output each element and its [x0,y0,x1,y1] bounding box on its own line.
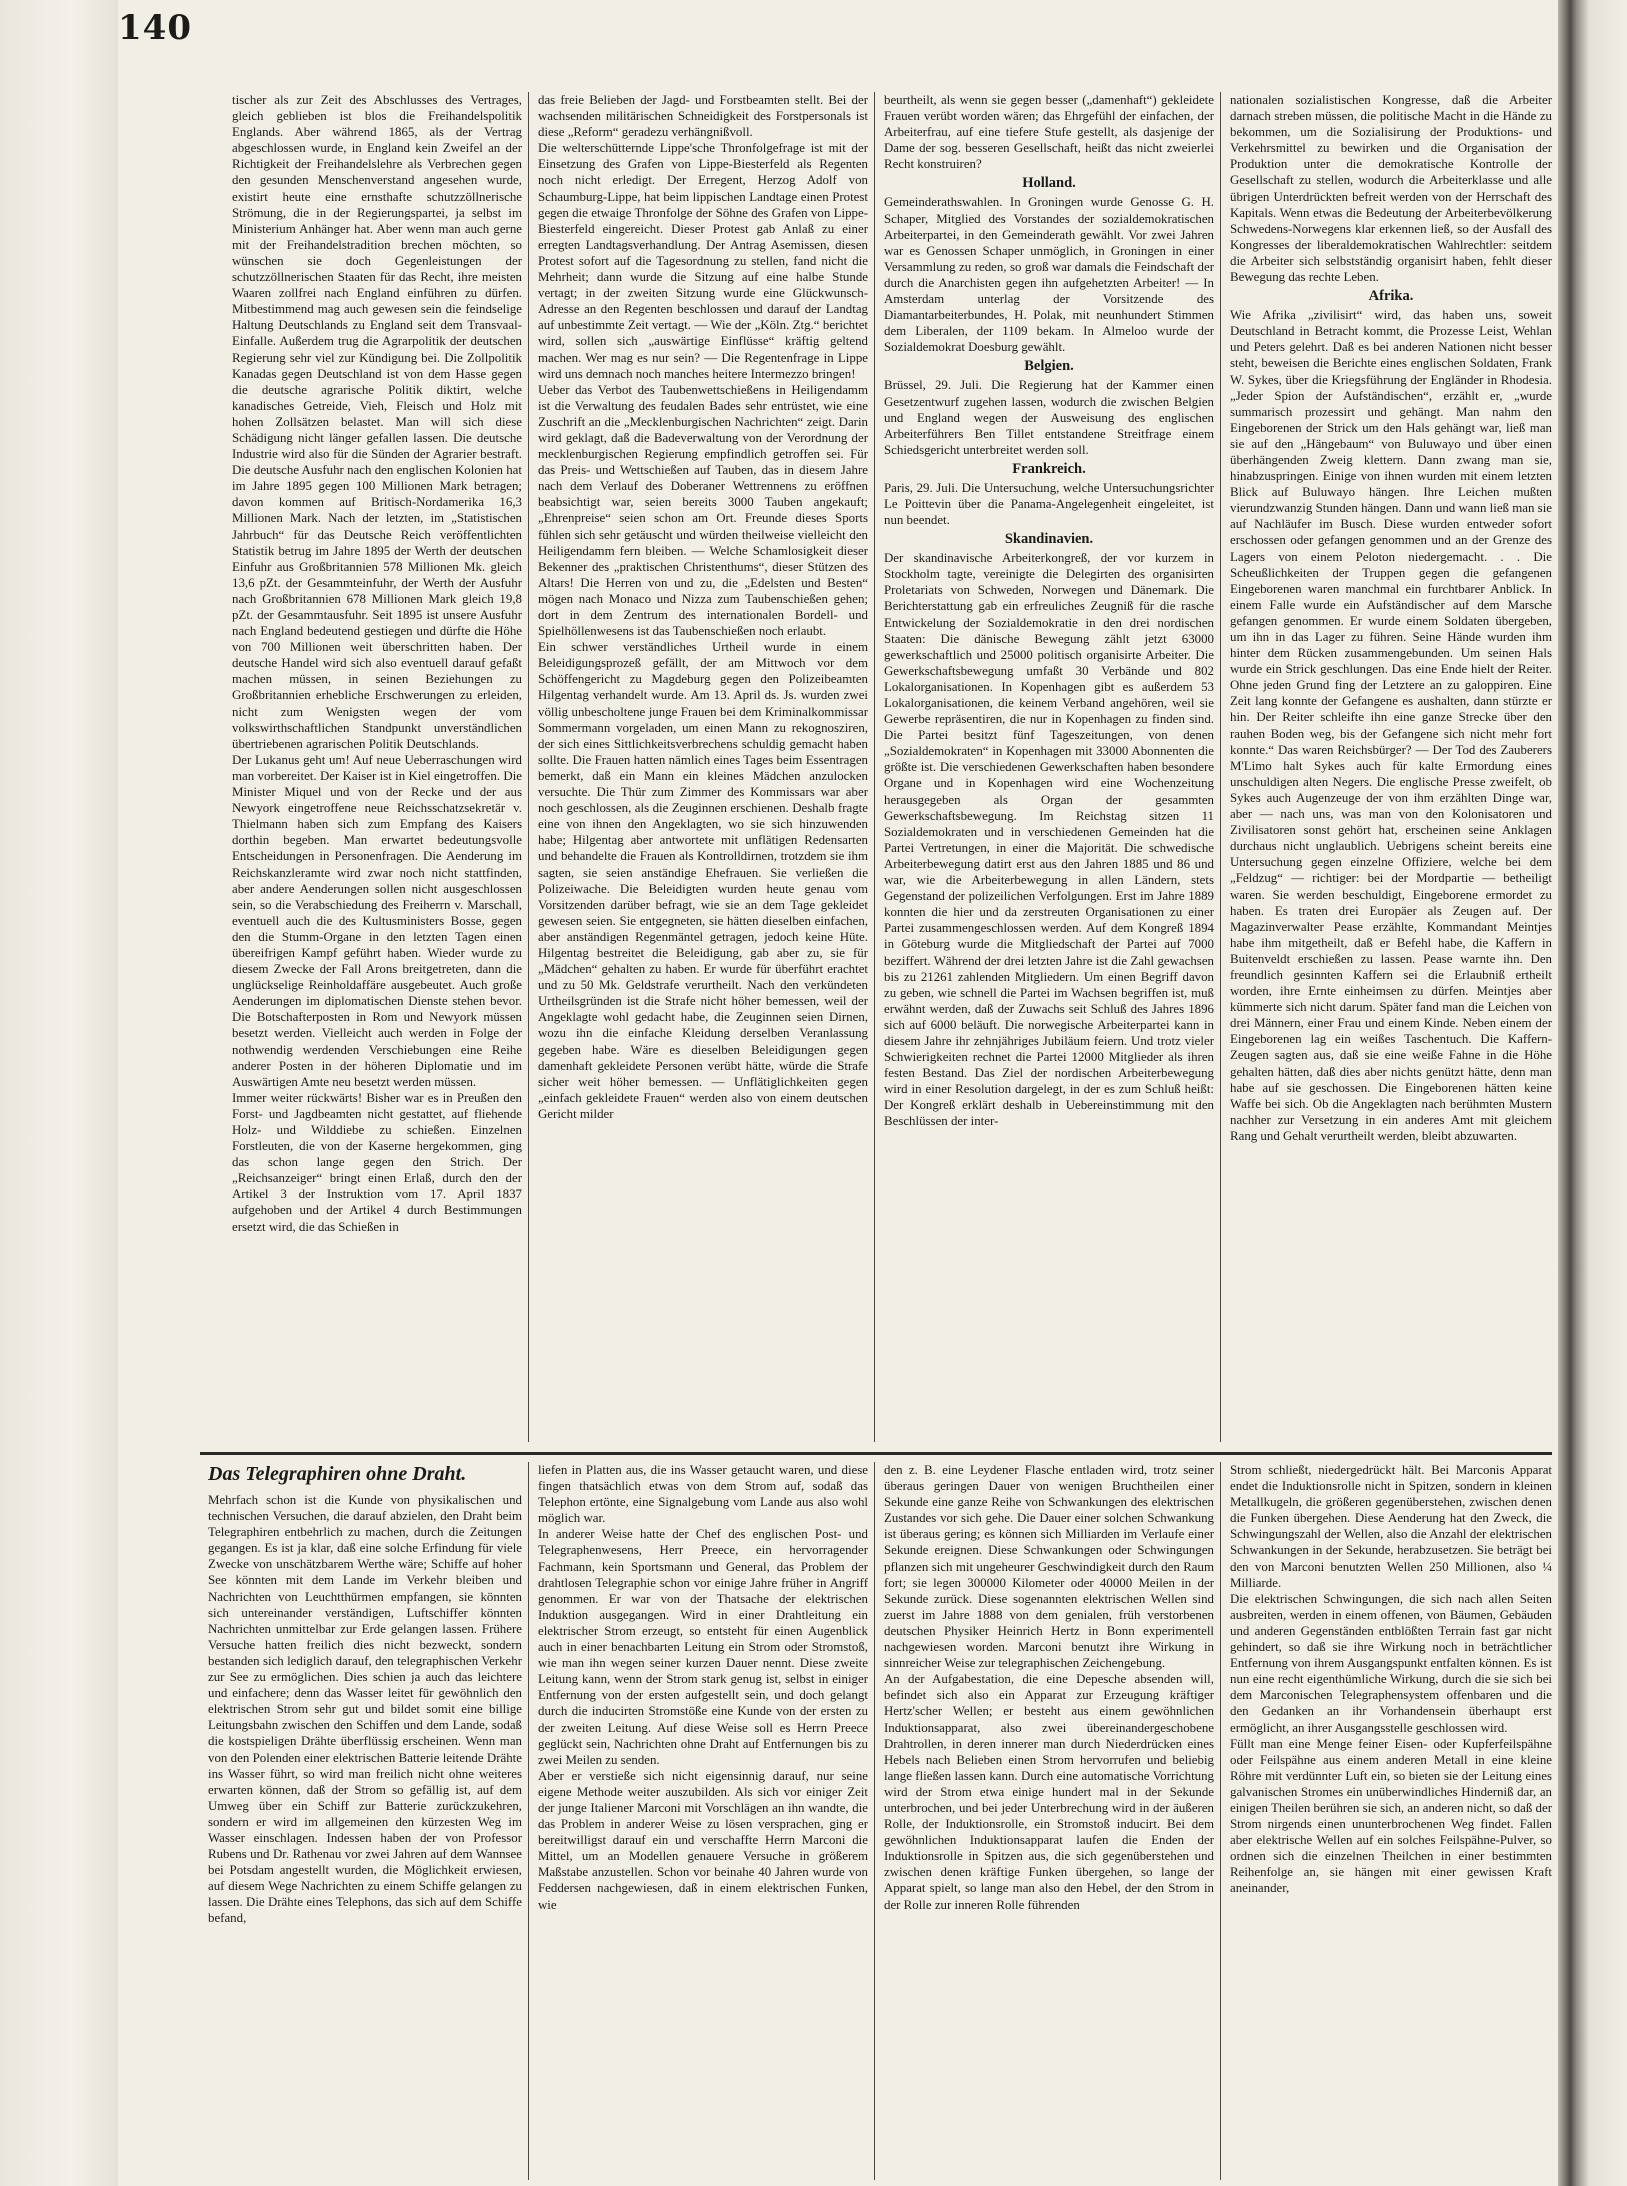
paragraph: Ein schwer verständliches Urtheil wurde in einem Beleidigungsprozeß gefällt, der am Mittwoch vor dem Schöffengericht zu Magdeburg gegen den Polizeibeamten Hilgentag verhandelt wurde. Am 13. April ds. Js. wurden zwei völlig unbescholtene junge Frauen bei dem Kriminalkommissar Sommermann vorgeladen, um einen Mann zu rekognosziren, der sich eines Sittlichkeitsverbrechens schuldig gemacht haben sollte. Die Frauen hatten nämlich eines Tages beim Essentragen bemerkt, daß ein Mann ein kleines Mädchen anzulocken versuchte. Die Thür zum Zimmer des Kommissars war aber noch geschlossen, als die Zeuginnen erschienen. Deshalb fragte eine von ihnen den Angeklagten, wo sie sich hinzuwenden habe; Hilgentag aber antwortete mit unflätigen Redensarten und behandelte die Frauen als Kontrolldirnen, trotzdem sie ihm sagten, sie seien anständige Ehefrauen. Sie verließen die Polizeiwache. Die Beleidigten wurden heute genau vom Vorsitzenden darüber befragt, wie sie an dem Tage gekleidet gewesen seien. Sie entgegneten, sie hätten dieselben einfachen, aber anständigen Regenmäntel getragen, jedoch keine Hüte. Hilgentag bestreitet die Beleidigung, gab aber zu, sie für „Mädchen“ gehalten zu haben. Er wurde für überführt erachtet und zu 50 Mk. Geldstrafe verurtheilt. Nach den verkündeten Urtheilsgründen ist die Strafe nicht höher bemessen, weil der Angeklagte wohl gedacht habe, die Zeuginnen seien Dirnen, wozu ihn die einfache Kleidung derselben Veranlassung gegeben habe. Wäre es dieselben Beleidigungen gegen damenhaft gekleidete Personen verübt hätte, würde die Strafe sicher weit höher bemessen. — Unflätiglichkeiten gegen „einfach gekleidete Frauen“ werden also von einem deutschen Gericht milder [538,640,868,1121]
paragraph: Immer weiter rückwärts! Bisher war es in Preußen den Forst- und Jagdbeamten nicht gestattet, auf fliehende Holz- und Wilddiebe zu schießen. Einzelnen Forstleuten, die von der Kaserne hergekommen, ging das schon lange gegen den Strich. Der „Reichsanzeiger“ bringt einen Erlaß, durch den der Artikel 3 der Instruktion vom 17. April 1837 aufgehoben und der Artikel 4 durch Bestimmungen ersetzt wird, die das Schießen in [232,1090,522,1234]
page-edge-shadow [1558,0,1627,2186]
paragraph: tischer als zur Zeit des Abschlusses des Vertrages, gleich geblieben ist blos die Freihandelspolitik Englands. Aber während 1865, als der Vertrag abgeschlossen wurde, in England kein Zweifel an der Richtigkeit der Freihandelslehre als Verbrechen gegen den gesunden Menschenverstand angesehen wurde, existirt heute eine ernsthafte schutzzöllnerische Strömung, die in der Regierungspartei, ja selbst im Ministerium Anhänger hat. Aber wenn man auch gerne mit der Freihandelstradition brechen möchten, so wünschen sie doch Gegenleistungen der schutzzöllnerischen Staaten für das Recht, ihre meisten Waaren zollfrei nach England einführen zu dürfen. Mitbestimmend mag auch gewesen sein die feindselige Haltung Deutschlands zu England seit dem Transvaal-Einfalle. Außerdem trug die Agrarpolitik der deutschen Regierung sehr viel zur Kündigung bei. Die Zollpolitik Kanadas gegen Deutschland ist von dem Hasse gegen die deutsche agrarische Politik diktirt, welche kanadisches Getreide, Vieh, Fleisch und Holz mit hohen Zollsätzen belastet. Man will sich diese Schädigung nicht länger gefallen lassen. Die deutsche Industrie wird also für die Sünden der Agrarier bestraft. Die deutsche Ausfuhr nach den englischen Kolonien hat im Jahre 1895 gegen 100 Millionen Mark betragen; davon kommen auf Britisch-Nordamerika 16,3 Millionen Mark. Nach der letzten, im „Statistischen Jahrbuch“ für das Deutsche Reich veröffentlichten Statistik betrug im Jahre 1895 der Werth der deutschen Einfuhr aus Großbritannien 578 Millionen Mk. gleich 13,6 pZt. der Gesammteinfuhr, der Werth der Ausfuhr nach Großbritannien 678 Millionen Mark gleich 19,8 pZt. der Gesammtausfuhr. Seit 1895 ist unsere Ausfuhr nach England bedeutend gestiegen und dürfte die Höhe von 700 Millionen weit überschritten haben. Der deutsche Handel wird sich also eventuell darauf gefaßt machen müssen, in seinen Beziehungen zu Großbritannien erhebliche Erschwerungen zu erleiden, nicht zum Wenigsten wegen der vom volkswirthschaftlichen Standpunkt unverständlichen übertriebenen agrarischen Politik Deutschlands. [232,93,522,751]
paragraph: beurtheilt, als wenn sie gegen besser („damenhaft“) gekleidete Frauen verübt worden wären; das Ehrgefühl der einfachen, der Arbeiterfrau, auf eine tiefere Stufe gestellt, als dasjenige der Dame der sog. besseren Gesellschaft, heißt das nicht zweierlei Recht konstruiren? [884,93,1214,172]
paragraph: das freie Belieben der Jagd- und Forstbeamten stellt. Bei der wachsenden militärischen Schneidigkeit des Forstpersonals ist diese „Reform“ geradezu verhängnißvoll. [538,93,868,140]
paragraph: In anderer Weise hatte der Chef des englischen Post- und Telegraphenwesens, Herr Preece, ein hervorragender Fachmann, kein Sportsmann und General, das Problem der drahtlosen Telegraphie schon vor einige Jahre früher in Angriff genommen. Er war von der Thatsache der elektrischen Induktion ausgegangen. Wird in einer Drahtleitung ein elektrischer Strom erzeugt, so entsteht für einen Augenblick auch in einer benachbarten Leitung ein Strom oder Stromstoß, wie man ihn wegen seiner kurzen Dauer nennt. Diese zweite Leitung kann, wenn der Strom stark genug ist, selbst in einiger Entfernung von der ersten aufgestellt sein, und doch gelangt durch die inducirten Stromstöße eine Kunde von der ersten zu der zweiten Leitung. Auf diese Weise soll es Herrn Preece geglückt sein, Nachrichten ohne Draht auf Entfernungen bis zu zwei Meilen zu senden. [538,1527,868,1767]
top-column-3 [884,92,1214,1442]
paragraph: Die elektrischen Schwingungen, die sich nach allen Seiten ausbreiten, werden in einem offenen, von Bäumen, Gebäuden und anderen Gegenständen entblößten Terrain fast gar nicht gehindert, so daß sie ihre Wirkung noch in beträchtlicher Entfernung von ihrem Ausgangspunkt entfalten können. Es ist nun eine recht eigenthümliche Wirkung, durch die sie sich bei dem Marconischen Telegraphensystem offenbaren und die den Gedanken an ihr Vorhandensein überhaupt erst ermöglicht, an ihrer Ausgangsstelle geschlossen wird. [1230,1591,1552,1735]
paragraph: Die welterschütternde Lippe'sche Thronfolgefrage ist mit der Einsetzung des Grafen von Lippe-Biesterfeld als Regenten noch nicht erledigt. Der Erregent, Herzog Adolf von Schaumburg-Lippe, hat beim lippischen Landtage einen Protest gegen die etwaige Thronfolge der Söhne des Grafen von Lippe-Biesterfeld eingereicht. Dieser Protest gab Anlaß zu einer erregten Landtagsverhandlung. Der Antrag Asemissen, diesen Protest sofort auf die Tagesordnung zu stellen, fand nicht die Mehrheit; dann wurde die Sitzung auf eine halbe Stunde vertagt; in der zweiten Sitzung wurde eine Glückwunsch-Adresse an den Regenten beschlossen und darauf der Landtag auf unbestimmte Zeit vertagt. — Wie der „Köln. Ztg.“ berichtet wird, sollen sich „auswärtige Einflüsse“ kräftig geltend machen. Wer mag es nur sein? — Die Regentenfrage in Lippe wird uns demnach noch manches heitere Intermezzo bringen! [538,141,868,381]
paragraph: Paris, 29. Juli. Die Untersuchung, welche Untersuchungsrichter Le Poittevin über die Panama-Angelegenheit eingeleitet, ist nun beendet. [884,480,1214,528]
section-heading: Belgien. [1024,358,1074,375]
article-headline: Das Telegraphiren ohne Draht. [208,1463,467,1485]
column-rule [1220,92,1221,1442]
paragraph: den z. B. eine Leydener Flasche entladen wird, trotz seiner überaus geringen Dauer von wenigen Bruchtheilen einer Sekunde eine ganze Reihe von Schwankungen des elektrischen Zustandes vor sich gehe. Die Dauer einer solchen Schwankung ist überaus gering; es können sich Milliarden im Verlaufe einer Sekunde ereignen. Diese Schwankungen oder Schwingungen pflanzen sich mit ungeheurer Geschwindigkeit durch den Raum fort; sie legen 300000 Kilometer oder 40000 Meilen in der Sekunde zurück. Diese sogenannten elektrischen Wellen sind zuerst im Jahre 1888 von dem genialen, früh verstorbenen deutschen Physiker Heinrich Hertz in Bonn experimentell nachgewiesen worden. Marconi benutzt ihre Wirkung in sinnreicher Weise zur telegraphischen Zeichengebung. [884,1463,1214,1671]
paragraph: Strom schließt, niedergedrückt hält. Bei Marconis Apparat endet die Induktionsrolle nicht in Spitzen, sondern in kleinen Metallkugeln, die größeren gegenüberstehen, zwischen denen die Funken übergehen. Diese Aenderung hat den Zweck, die Schwingungszahl der Wellen, also die Anzahl der elektrischen Schwankungen in der Sekunde, herabzusetzen. Sie beträgt bei den von Marconi benutzten Wellen 250 Millionen, also ¼ Milliarde. [1230,1463,1552,1590]
bottom-column-4 [1230,1462,1552,2180]
column-rule [528,1462,529,2180]
top-column-1 [232,92,522,1442]
paragraph: nationalen sozialistischen Kongresse, daß die Arbeiter darnach streben müssen, die politische Macht in die Hände zu bekommen, um die Sozialisirung der Produktions- und Verkehrsmittel zu bewirken und die Organisation der Produktion unter die demokratische Kontrolle der Gesellschaft zu stellen, wodurch die Arbeiterklasse und alle übrigen Unterdrückten befreit werden von der Herrschaft des Kapitals. Wenn etwas die Bedeutung der Arbeiterbevölkerung Schwedens-Norwegens klar erkennen ließ, so der Ausfall des Kongresses der liberaldemokratischen Wahlrechtler: seitdem die Arbeiter sich selbstständig organisirt haben, fehlt dieser Bewegung das rechte Leben. [1230,93,1552,285]
column-rule [874,92,875,1442]
section-heading: Skandinavien. [1004,531,1094,548]
section-heading: Frankreich. [1012,460,1086,477]
paragraph: Gemeinderathswahlen. In Groningen wurde Genosse G. H. Schaper, Mitglied des Vorstandes der sozialdemokratischen Arbeiterpartei, in den Gemeinderath gewählt. Vor zwei Jahren war es Genossen Schaper unmöglich, in Groningen in einer Versammlung zu reden, so groß war damals die Feindschaft der durch die Anarchisten gegen ihn aufgehetzten Arbeiter! — In Amsterdam unterlag der Vorsitzende des Diamantarbeiterbundes, H. Polak, mit neunhundert Stimmen dem Liberalen, der 1109 bekam. In Almeloo wurde der Sozialdemokrat Doesburg gewählt. [884,195,1214,355]
paragraph: Füllt man eine Menge feiner Eisen- oder Kupferfeilspähne oder Feilspähne aus einem anderen Metall in eine kleine Röhre mit verdünnter Luft ein, so bieten sie der Leitung eines galvanischen Stromes ein unüberwindliches Hinderniß dar, an einigen Theilen berühren sie sich, an anderen nicht, so daß der Strom nirgends einen ununterbrochenen Weg findet. Fallen aber elektrische Wellen auf ein solches Feilspähne-Pulver, so ordnen sich die einzelnen Theilchen in einer bestimmten Reihenfolge an, sie hängen mit einer gewissen Kraft aneinander, [1230,1736,1552,1896]
paragraph: liefen in Platten aus, die ins Wasser getaucht waren, und diese fingen thatsächlich etwas von dem Strom auf, sodaß das Telephon ertönte, eine Signalgebung vom Lande aus also wohl möglich war. [538,1463,868,1526]
paragraph: Ueber das Verbot des Taubenwettschießens in Heiligendamm ist die Verwaltung des feudalen Bades sehr entrüstet, wie eine Zuschrift an die „Mecklenburgischen Nachrichten“ zeigt. Darin wird geklagt, daß die Badeverwaltung von der Verordnung der mecklenburgischen Regierung empfindlich getroffen sei. Für das Preis- und Wettschießen auf Tauben, das in diesem Jahre nach dem Verlauf des Doberaner Wettrennens zu eröffnen beabsichtigt war, seien bereits 3000 Tauben angekauft; „Ehrenpreise“ seien schon am Ort. Freunde dieses Sports fühlen sich sehr getäuscht und würden theilweise vielleicht den Heiligendamm fern bleiben. — Welche Schamlosigkeit dieser Bekenner des „praktischen Christenthums“, dieser Stützen des Altars! Die Herren von und zu, die „Edelsten und Besten“ mögen nach Monaco und Nizza zum Taubenschießen gehen; dort in dem Zentrum des internationalen Bordell- und Spielhöllenwesens ist das Taubenschießen noch erlaubt. [538,382,868,639]
bottom-column-2 [538,1462,868,2180]
column-rule [1220,1462,1221,2180]
paragraph: Mehrfach schon ist die Kunde von physikalischen und technischen Versuchen, die darauf abzielen, den Draht beim Telegraphiren entbehrlich zu machen, durch die Zeitungen gegangen. Es ist ja klar, daß eine solche Erfindung für viele Zwecke von unschätzbarem Werthe wäre; Schiffe auf hoher See könnten mit dem Lande im Verkehr bleiben und Nachrichten von Leuchtthürmen empfangen, sie könnten sich untereinander verständigen, Luftschiffer könnten Nachrichten unmittelbar zur Erde gelangen lassen. Frühere Versuche hatten freilich dies nicht bezweckt, sondern bestanden sich lediglich darauf, den telegraphischen Verkehr zur See zu ermöglichen. Dies schien ja auch das leichtere und einfachere; denn das Wasser leitet für gewöhnlich den elektrischen Strom sehr gut und bildet somit eine billige Leitungsbahn zwischen den Schiffen und dem Lande, sodaß die kostspieligen Drähte überflüssig erscheinen. Wenn man von den Polenden einer elektrischen Batterie leitende Drähte ins Wasser führt, so wird man freilich nicht ohne weiteres erwarten können, daß der Strom so gefällig ist, auf dem Umweg über ein Schiff zur Batterie zurückzukehren, sondern er wird im allgemeinen den kürzesten Weg im Wasser einschlagen. Indessen haben der von Professor Rubens und Dr. Rathenau vor zwei Jahren auf dem Wannsee bei Potsdam angestellt wurden, die Möglichkeit erwiesen, auf diesem Wege Nachrichten zu einem Schiffe gelangen zu lassen. Die Drähte eines Telephons, das sich auf dem Schiffe befand, [208,1493,522,1926]
paragraph: Der skandinavische Arbeiterkongreß, der vor kurzem in Stockholm tagte, vereinigte die Delegirten des organisirten Proletariats von Schweden, Norwegen und Dänemark. Die Berichterstattung gab ein erfreuliches Zeugniß für die rasche Entwickelung der Sozialdemokratie in den drei nordischen Staaten: Die dänische Bewegung zählt jetzt 63000 gewerkschaftlich und 25000 politisch organisirte Arbeiter. Die Gewerkschaftsbewegung umfaßt 30 Verbände und 802 Lokalorganisationen. In Kopenhagen gibt es außerdem 53 Lokalorganisationen, die keinem Verband angehören, weil sie Gewerbe repräsentiren, die nur in Kopenhagen zu finden sind. Die Partei besitzt fünf Tageszeitungen, von denen „Sozialdemokraten“ in Kopenhagen mit 33000 Abonnenten die größte ist. Die verschiedenen Gewerkschaften haben besondere Organe und in Kopenhagen wird eine Wochenzeitung herausgegeben als Organ der gesammten Gewerkschaftsbewegung. Im Reichstag sitzen 11 Sozialdemokraten und in verschiedenen Gemeinden hat die Partei Vertretungen, in einer die Majorität. Die schwedische Arbeiterbewegung datirt erst aus den Jahren 1885 und 86 und war, wie die Arbeiterbewegung in allen Ländern, stets Gegenstand der polizeilichen Verfolgungen. Erst im Jahre 1889 konnten die hier und da zerstreuten Organisationen zu einer Partei zusammengeschlossen werden. Auf dem Kongreß 1894 in Göteburg wurde die Mitgliedschaft der Partei auf 7000 beziffert. Während der drei letzten Jahre ist die Zahl gewachsen bis zu 21261 zahlenden Mitgliedern. Um einen Begriff davon zu geben, wie schnell die Partei im Wachsen begriffen ist, muß erwähnt werden, daß der Zuwachs seit Schluß des Jahres 1896 sich auf 6000 beläuft. Die norwegische Arbeiterpartei kann in diesem Jahre ihr zehnjähriges Jubiläum feiern. Und trotz vieler Schwierigkeiten rechnet die Partei 12000 Mitglieder als ihren festen Bestand. Das Ziel der nordischen Arbeiterbewegung wird in einer Resolution dargelegt, in der es zum Schluß heißt: Der Kongreß erklärt deshalb in Uebereinstimmung mit den Beschlüssen der inter- [884,551,1214,1129]
paragraph: Aber er verstieße sich nicht eigensinnig darauf, nur seine eigene Methode weiter auszubilden. Als sich vor einiger Zeit der junge Italiener Marconi mit Vorschlägen an ihn wandte, die das Problem in anderer Weise zu lösen versprachen, ging er bereitwilligst darauf ein und verschaffte Herrn Marconi die Mittel, um an Modellen genauere Versuche in größerem Maßstabe anzustellen. Schon vor beinahe 40 Jahren wurde von Feddersen nachgewiesen, daß in einem elektrischen Funken, wie [538,1768,868,1912]
bottom-column-3 [884,1462,1214,2180]
top-column-2 [538,92,868,1442]
paragraph: Brüssel, 29. Juli. Die Regierung hat der Kammer einen Gesetzentwurf zugehen lassen, wodurch die zwischen Belgien und England wegen der Ausweisung des englischen Arbeiterführers Ben Tillet entstandene Streitfrage einem Schiedsgericht unterbreitet werden soll. [884,378,1214,457]
paragraph: Der Lukanus geht um! Auf neue Ueberraschungen wird man vorbereitet. Der Kaiser ist in Kiel eingetroffen. Die Minister Miquel und von der Recke und der aus Newyork eingetroffene neue Reichsschatzsekretär v. Thielmann haben sich zum Empfang des Kaisers dorthin begeben. Man erwartet bedeutungsvolle Entscheidungen in Personenfragen. Die Aenderung im Reichskanzleramte wird zwar noch nicht stattfinden, aber andere Aenderungen sollen nicht ausgeschlossen sein, so die Verabschiedung des Freiherrn v. Marschall, eventuell auch die des Kultusministers Bosse, gegen den die Stumm-Organe in den letzten Tagen einen übereifrigen Kampf geführt haben. Wieder wurde zu diesem Zwecke der Fall Arons breitgetreten, dann die unglückselige Reinholdaffäre ausgebeutet. Auch große Aenderungen im diplomatischen Dienste stehen bevor. Die Botschafterposten in Rom und Newyork müssen besetzt werden. Vielleicht auch werden in Folge der nothwendig werdenden Verschiebungen eine Reihe anderer Posten in der höheren Diplomatie und im Auswärtigen Amte neu besetzt werden müssen. [232,752,522,1089]
column-rule [528,92,529,1442]
top-column-4 [1230,92,1552,1442]
bottom-column-1 [208,1462,522,2180]
section-heading: Afrika. [1368,288,1414,305]
page-number: 140 [118,8,192,48]
section-divider [200,1452,1552,1455]
binding-margin [0,0,118,2186]
paragraph: Wie Afrika „zivilisirt“ wird, das haben uns, soweit Deutschland in Betracht kommt, die Prozesse Leist, Wehlan und Peters gelehrt. Daß es bei anderen Nationen nicht besser steht, beweisen die Berichte eines englischen Soldaten, Frank W. Sykes, über die Kriegsführung der Engländer in Rhodesia. „Jeder Spion der Aufständischen“, erzählt er, „wurde summarisch prozessirt und gehängt. Man nahm den Eingeborenen der Strick um den Hals gehängt war, ließ man sie auf den „Hängebaum“ von Buluwayo und über einen überhängenden Zweig klettern. Dann zwang man sie, hinabzuspringen. Einige von ihnen wurden mit einem letzten Blick auf Buluwayo hängen. Ihre Leichen mußten vierundzwanzig Stunden hängen. Dann und wann ließ man sie auf Nachläufer im Busch. Diese wurden entweder sofort erschossen oder gefangen genommen und an der Grenze des Lagers von einem Peloton niedergemacht. . . Die Scheußlichkeiten der Truppen gegen die gefangenen Eingeborenen waren manchmal ein furchtbarer Anblick. In einem Falle wurde ein Aufständischer auf dem Marsche gefangen genommen. Er wurde einem Soldaten übergeben, um ihn in das Lager zu führen. Seine Hände wurden ihm hinter dem Rücken zusammengebunden. Um seinen Hals wurde ein Strick geschlungen. Das eine Ende hielt der Reiter. Ohne jeden Grund fing der Letztere an zu galoppiren. Eine Zeit lang konnte der Gefangene es aushalten, dann stürzte er hin. Der Reiter schleifte ihn eine ganze Strecke über den rauhen Boden weg, bis der Gefangene sich nicht mehr fort konnte.“ Das waren Reichsbürger? — Der Tod des Zauberers M'Limo halt Sykes auch für kalte Ermordung eines unschuldigen alten Negers. Die englische Presse zweifelt, ob Sykes auch Augenzeuge der von ihm erzählten Dinge war, aber — nach uns, was man von den Kolonisatoren und Zivilisatoren sonst gehört hat, erscheinen seine Anklagen durchaus nicht unglaublich. Uebrigens scheint bereits eine Untersuchung gegen einzelne Offiziere, welche bei dem „Feldzug“ — richtiger: bei der Mordpartie — betheiligt waren. Sie werden beschuldigt, Eingeborene ermordet zu haben. Es traten drei Europäer als Zeugen auf. Der Magazinverwalter Pease erzählte, Kommandant Meintjes habe ihm mitgetheilt, daß er Befehl habe, die Kaffern in Buitenveldt erschießen zu lassen. Pease warnte ihn. Den freundlich gesinnten Kaffern sei die Erlaubniß ertheilt worden, ihre Ernte einheimsen zu dürfen. Meintjes aber kümmerte sich nicht darum. Später fand man die Leichen von drei Männern, einer Frau und einem Kinde. Neben einem der Eingeborenen lag ein weißes Taschentuch. Die Kaffern-Zeugen sagten aus, daß sie eine weiße Fahne in die Höhe gehalten hätten, daß dies aber nichts genützt hätte, denn man habe auf sie geschossen. Die Eingeborenen hätten keine Waffe bei sich. Ob die Angeklagten nach berühmten Mustern nachher zur Versetzung in ein anderes Amt mit gleichem Rang und Gehalt verurtheilt werden, bleibt abzuwarten. [1230,308,1552,1143]
column-rule [874,1462,875,2180]
section-heading: Holland. [1022,175,1076,192]
paragraph: An der Aufgabestation, die eine Depesche absenden will, befindet sich also ein Apparat zur Erzeugung kräftiger Hertz'scher Wellen; er besteht aus einem gewöhnlichen Induktionsapparat, also zwei übereinandergeschobene Drahtrollen, in deren innerer man durch Niederdrücken eines Hebels nach Belieben einen Strom hervorrufen und beliebig lange fließen lassen kann. Durch eine automatische Vorrichtung wird der Strom etwa einige hundert mal in der Sekunde unterbrochen, und bei jeder Unterbrechung wird in der äußeren Rolle, der Induktionsrolle, ein Stromstoß inducirt. Bei dem gewöhnlichen Induktionsapparat laufen die Enden der Induktionsrolle in Spitzen aus, die sich gegenüberstehen und zwischen denen kräftige Funken übergehen, so lange der Apparat spielt, so lange man also den Hebel, der den Strom in der Rolle zur inneren Rolle führenden [884,1672,1214,1912]
